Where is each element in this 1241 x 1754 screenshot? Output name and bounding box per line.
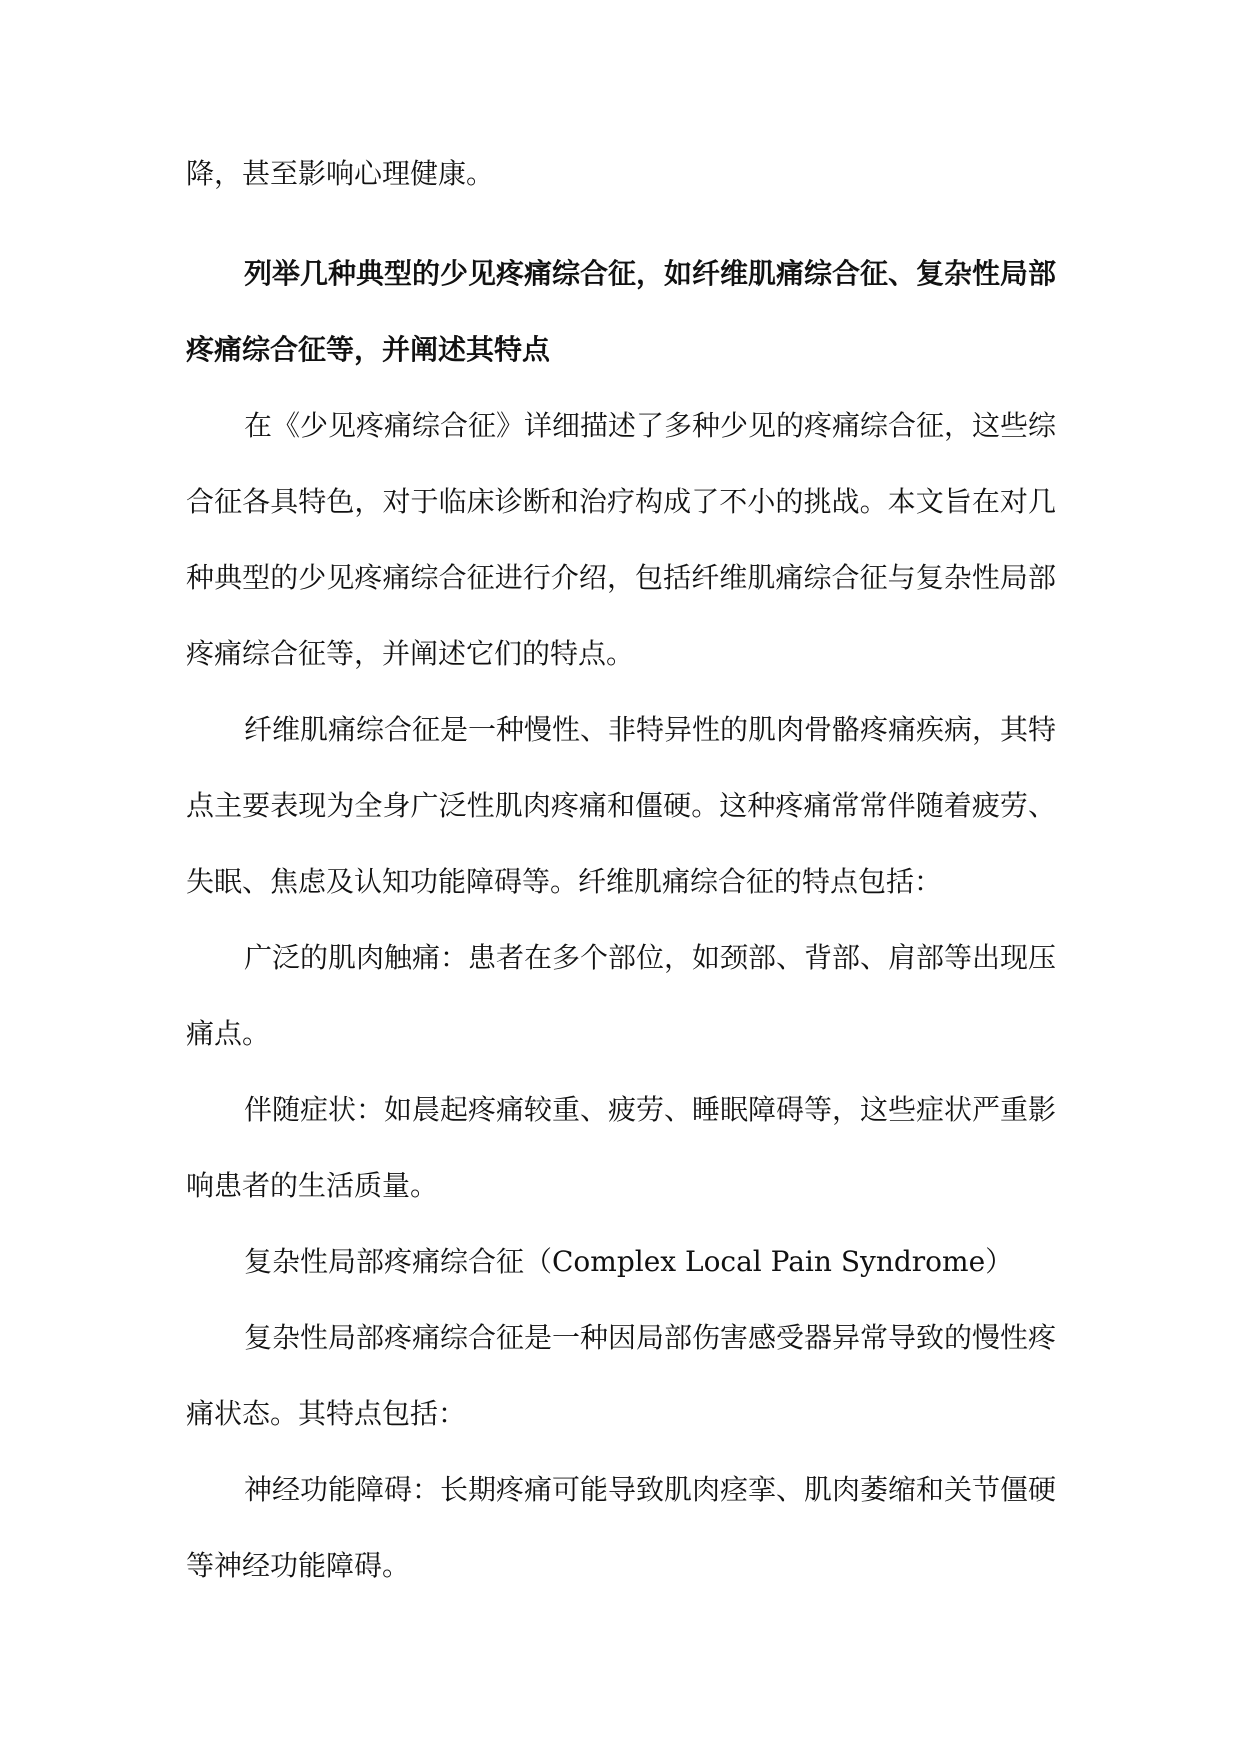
- paragraph-nerve-dysfunction: 神经功能障碍：长期疼痛可能导致肌肉痉挛、肌肉萎缩和关节僵硬等神经功能障碍。: [186, 1473, 1057, 1582]
- paragraph-fibromyalgia: 纤维肌痛综合征是一种慢性、非特异性的肌肉骨骼疼痛疾病，其特点主要表现为全身广泛性肌肉疼痛和僵硬。这种疼痛常常伴随着疲劳、失眠、焦虑及认知功能障碍等。纤维肌痛综合征的特点包括：: [186, 713, 1057, 898]
- section-heading: 列举几种典型的少见疼痛综合征，如纤维肌痛综合征、复杂性局部疼痛综合征等，并阐述其特点: [186, 257, 1057, 366]
- paragraph-continuation: 降，甚至影响心理健康。: [186, 157, 495, 190]
- paragraph-intro: 在《少见疼痛综合征》详细描述了多种少见的疼痛综合征，这些综合征各具特色，对于临床诊断和治疗构成了不小的挑战。本文旨在对几种典型的少见疼痛综合征进行介绍，包括纤维肌痛综合征与复杂性局部疼痛综合征等，并阐述它们的特点。: [186, 409, 1057, 670]
- paragraph-crps-description: 复杂性局部疼痛综合征是一种因局部伤害感受器异常导致的慢性疼痛状态。其特点包括：: [186, 1321, 1057, 1430]
- document-body: [186, 136, 1056, 1604]
- paragraph-crps-title: 复杂性局部疼痛综合征（Complex Local Pain Syndrome）: [244, 1245, 1014, 1278]
- paragraph-muscle-tenderness: 广泛的肌肉触痛：患者在多个部位，如颈部、背部、肩部等出现压痛点。: [186, 941, 1057, 1050]
- paragraph-symptoms: 伴随症状：如晨起疼痛较重、疲劳、睡眠障碍等，这些症状严重影响患者的生活质量。: [186, 1093, 1057, 1202]
